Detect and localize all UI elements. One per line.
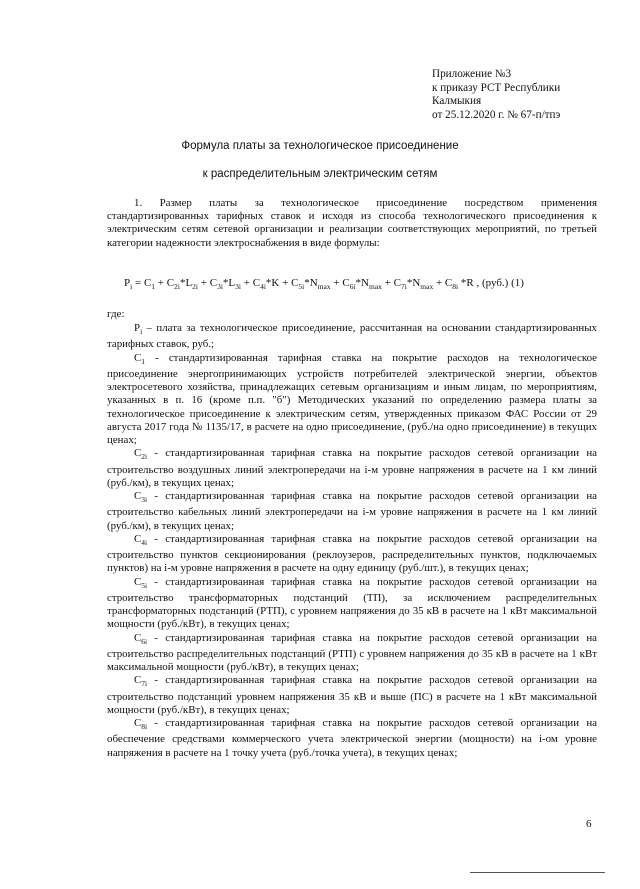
appendix-line-2: к приказу РСТ Республики: [432, 81, 561, 94]
definition-text: - стандартизированная тарифная ставка на покрытие расходов сетевой организации на обеспечение средствами коммерческого учета электрической энергии (мощности) на i-ом уровне напряжения в расчете на 1 точку учета (руб./точка учета), в текущих ценах;: [107, 717, 597, 759]
definition-text: - стандартизированная тарифная ставка на покрытие расходов сетевой организации на строительство пунктов секционирования (реклоузеров, распределительных пунктов, подключаемых пунктов) на i-м уровне напряжения в расчете на одну единицу (руб./шт.), в текущих ценах;: [107, 532, 597, 575]
definition-item: [107, 674, 597, 717]
formula-operator: +: [381, 277, 394, 289]
where-label: где:: [107, 308, 125, 320]
definitions-list: [107, 322, 597, 760]
appendix-line-1: Приложение №3: [432, 68, 512, 80]
definition-symbol: C: [134, 532, 142, 545]
definition-symbol: C: [134, 575, 142, 588]
formula-coef-sub: 2i: [174, 282, 180, 292]
formula-coef-sub: 8i: [452, 282, 459, 292]
formula-coef: C: [291, 277, 299, 289]
definition-symbol: C: [134, 447, 142, 460]
definition-symbol: C: [134, 351, 142, 364]
formula-operator: +: [241, 277, 253, 289]
formula-factor: *R: [458, 277, 474, 289]
definition-item: [107, 533, 597, 576]
definition-symbol-sub: 3i: [141, 495, 148, 505]
formula-coef-sub: 3i: [217, 282, 223, 292]
formula-factor: *N: [355, 277, 369, 289]
formula-coef: C: [143, 277, 152, 289]
formula-factor: *L: [179, 277, 193, 289]
formula-coef-sub: 5i: [298, 282, 305, 292]
definition-symbol-sub: i: [140, 327, 143, 337]
formula-coef-sub: 7i: [400, 282, 407, 292]
formula-factor-sub: max: [317, 282, 331, 292]
definition-symbol: C: [134, 489, 142, 502]
definition-text: - стандартизированная тарифная ставка на покрытие расходов сетевой организации на строительство воздушных линий электропередачи на i-м уровне напряжения в расчете на 1 км линий (руб./км), в текущих ценах;: [107, 447, 597, 489]
page-number: 6: [586, 818, 592, 830]
formula-factor-sub: 2i: [192, 282, 199, 292]
document-subtitle: к распределительным электрическим сетям: [202, 168, 438, 180]
definition-text: - стандартизированная тарифная ставка на покрытие расходов на технологическое присоединение энергопринимающих устройств потребителей электрической энергии, объектов электросетевого хозяйства, принадлежащих сетевым организациям и иным лицам, по мероприятиям, указанных в п. 16 (кроме п.п. "б") Методических указаний по определению размера платы за технологическое присоединение к электрическим сетям, утвержденных приказом ФАС России от 29 августа 2017 года № 1135/17, в расчете на одно присоединение, (руб./на одно присоединение) в текущих ценах;: [107, 351, 597, 446]
formula-factor: *N: [406, 277, 421, 289]
definition-text: - стандартизированная тарифная ставка на покрытие расходов сетевой организации на строительство кабельных линий электропередачи на i-м уровне напряжения в расчете на 1 км линий (руб./км), в текущих ценах;: [107, 489, 597, 532]
formula-coef-sub: 1: [151, 282, 156, 292]
document-title: Формула платы за технологическое присоединение: [181, 140, 459, 152]
definition-symbol: C: [134, 717, 142, 730]
definition-symbol-sub: 7i: [141, 679, 148, 689]
footer-divider: [470, 872, 605, 873]
formula-coef: C: [252, 277, 261, 289]
formula-factor-sub: 3i: [235, 282, 241, 292]
formula-coef: C: [209, 277, 218, 289]
fee-formula: $P_i = C_1 + C_{2i}*L_{2i} + C_{3i}*L_{3i} + C_{4i}*K + C_{5i}*N_{max} + C_{6i}*N_{max} + C_{7i}*N_{max} + C_{8i}$ *R , (руб.) (1): [124, 277, 524, 292]
appendix-header: [432, 68, 602, 122]
definition-text: - стандартизированная тарифная ставка на покрытие расходов сетевой организации на строительство трансформаторных подстанций (ТП), за исключением распределительных трансформаторных подстанций (РТП), с уровнем напряжения до 35 кВ в расчете на 1 кВт максимальной мощности (руб./кВт), в текущих ценах;: [107, 575, 597, 631]
formula-factor: *K: [265, 277, 280, 289]
definition-symbol-sub: 6i: [141, 636, 148, 646]
formula-operator: +: [433, 277, 445, 289]
intro-paragraph: 1. Размер платы за технологическое присоединение посредством применения стандартизированных тарифных ставок и исходя из способа технологического присоединения к электрическим сетям сетевой организации и реализации соответствующих мероприятий, по третьей категории надежности электроснабжения в виде формулы:: [107, 197, 597, 249]
formula-factor: *N: [304, 277, 318, 289]
definition-symbol-sub: 4i: [141, 537, 148, 547]
appendix-line-3: Калмыкия: [432, 95, 482, 108]
definition-text: - стандартизированная тарифная ставка на покрытие расходов сетевой организации на строительство подстанций уровнем напряжения 35 кВ и выше (ПС) в расчете на 1 кВт максимальной мощности (руб./кВт), в текущих ценах;: [107, 674, 597, 716]
definition-symbol: P: [134, 322, 141, 334]
definition-symbol: C: [134, 674, 142, 687]
definition-symbol-sub: 8i: [141, 722, 148, 732]
formula-lhs: P: [124, 277, 131, 289]
definition-item: [107, 490, 597, 533]
definition-text: – плата за технологическое присоединение, рассчитанная на основании стандартизированных тарифных ставок, руб.;: [107, 322, 597, 351]
formula-coef-sub: 4i: [260, 282, 266, 292]
formula-lhs-sub: i: [130, 282, 133, 292]
formula-coef: C: [166, 277, 175, 289]
formula-operator: +: [198, 277, 210, 289]
definition-symbol: C: [134, 631, 142, 644]
formula-factor-sub: max: [420, 282, 434, 292]
definition-item: [107, 632, 597, 675]
formula-operator: , (руб.) (1): [473, 277, 524, 289]
formula-coef: C: [342, 277, 350, 289]
definition-text: - стандартизированная тарифная ставка на покрытие расходов сетевой организации на строительство распределительных подстанций (РТП) с уровнем напряжения до 35 кВ в расчете на 1 кВт максимальной мощности (руб./кВт), в текущих ценах;: [107, 631, 597, 674]
formula-factor-sub: max: [369, 282, 382, 292]
definition-symbol-sub: 2i: [141, 452, 148, 462]
definition-symbol-sub: 1: [141, 356, 146, 366]
formula-operator: +: [279, 277, 292, 289]
appendix-line-4: от 25.12.2020 г. № 67-п/тпэ: [432, 108, 561, 121]
definition-item: [107, 576, 597, 632]
formula-coef-sub: 6i: [349, 282, 356, 292]
formula-operator: +: [155, 277, 167, 289]
definition-item: [107, 322, 597, 352]
definition-item: [107, 447, 597, 490]
formula-coef: C: [444, 277, 453, 289]
definition-item: [107, 352, 597, 448]
formula-factor: *L: [222, 277, 236, 289]
definition-item: [107, 717, 597, 760]
definition-symbol-sub: 5i: [141, 580, 148, 590]
formula-coef: C: [393, 277, 401, 289]
formula-operator: +: [330, 277, 343, 289]
